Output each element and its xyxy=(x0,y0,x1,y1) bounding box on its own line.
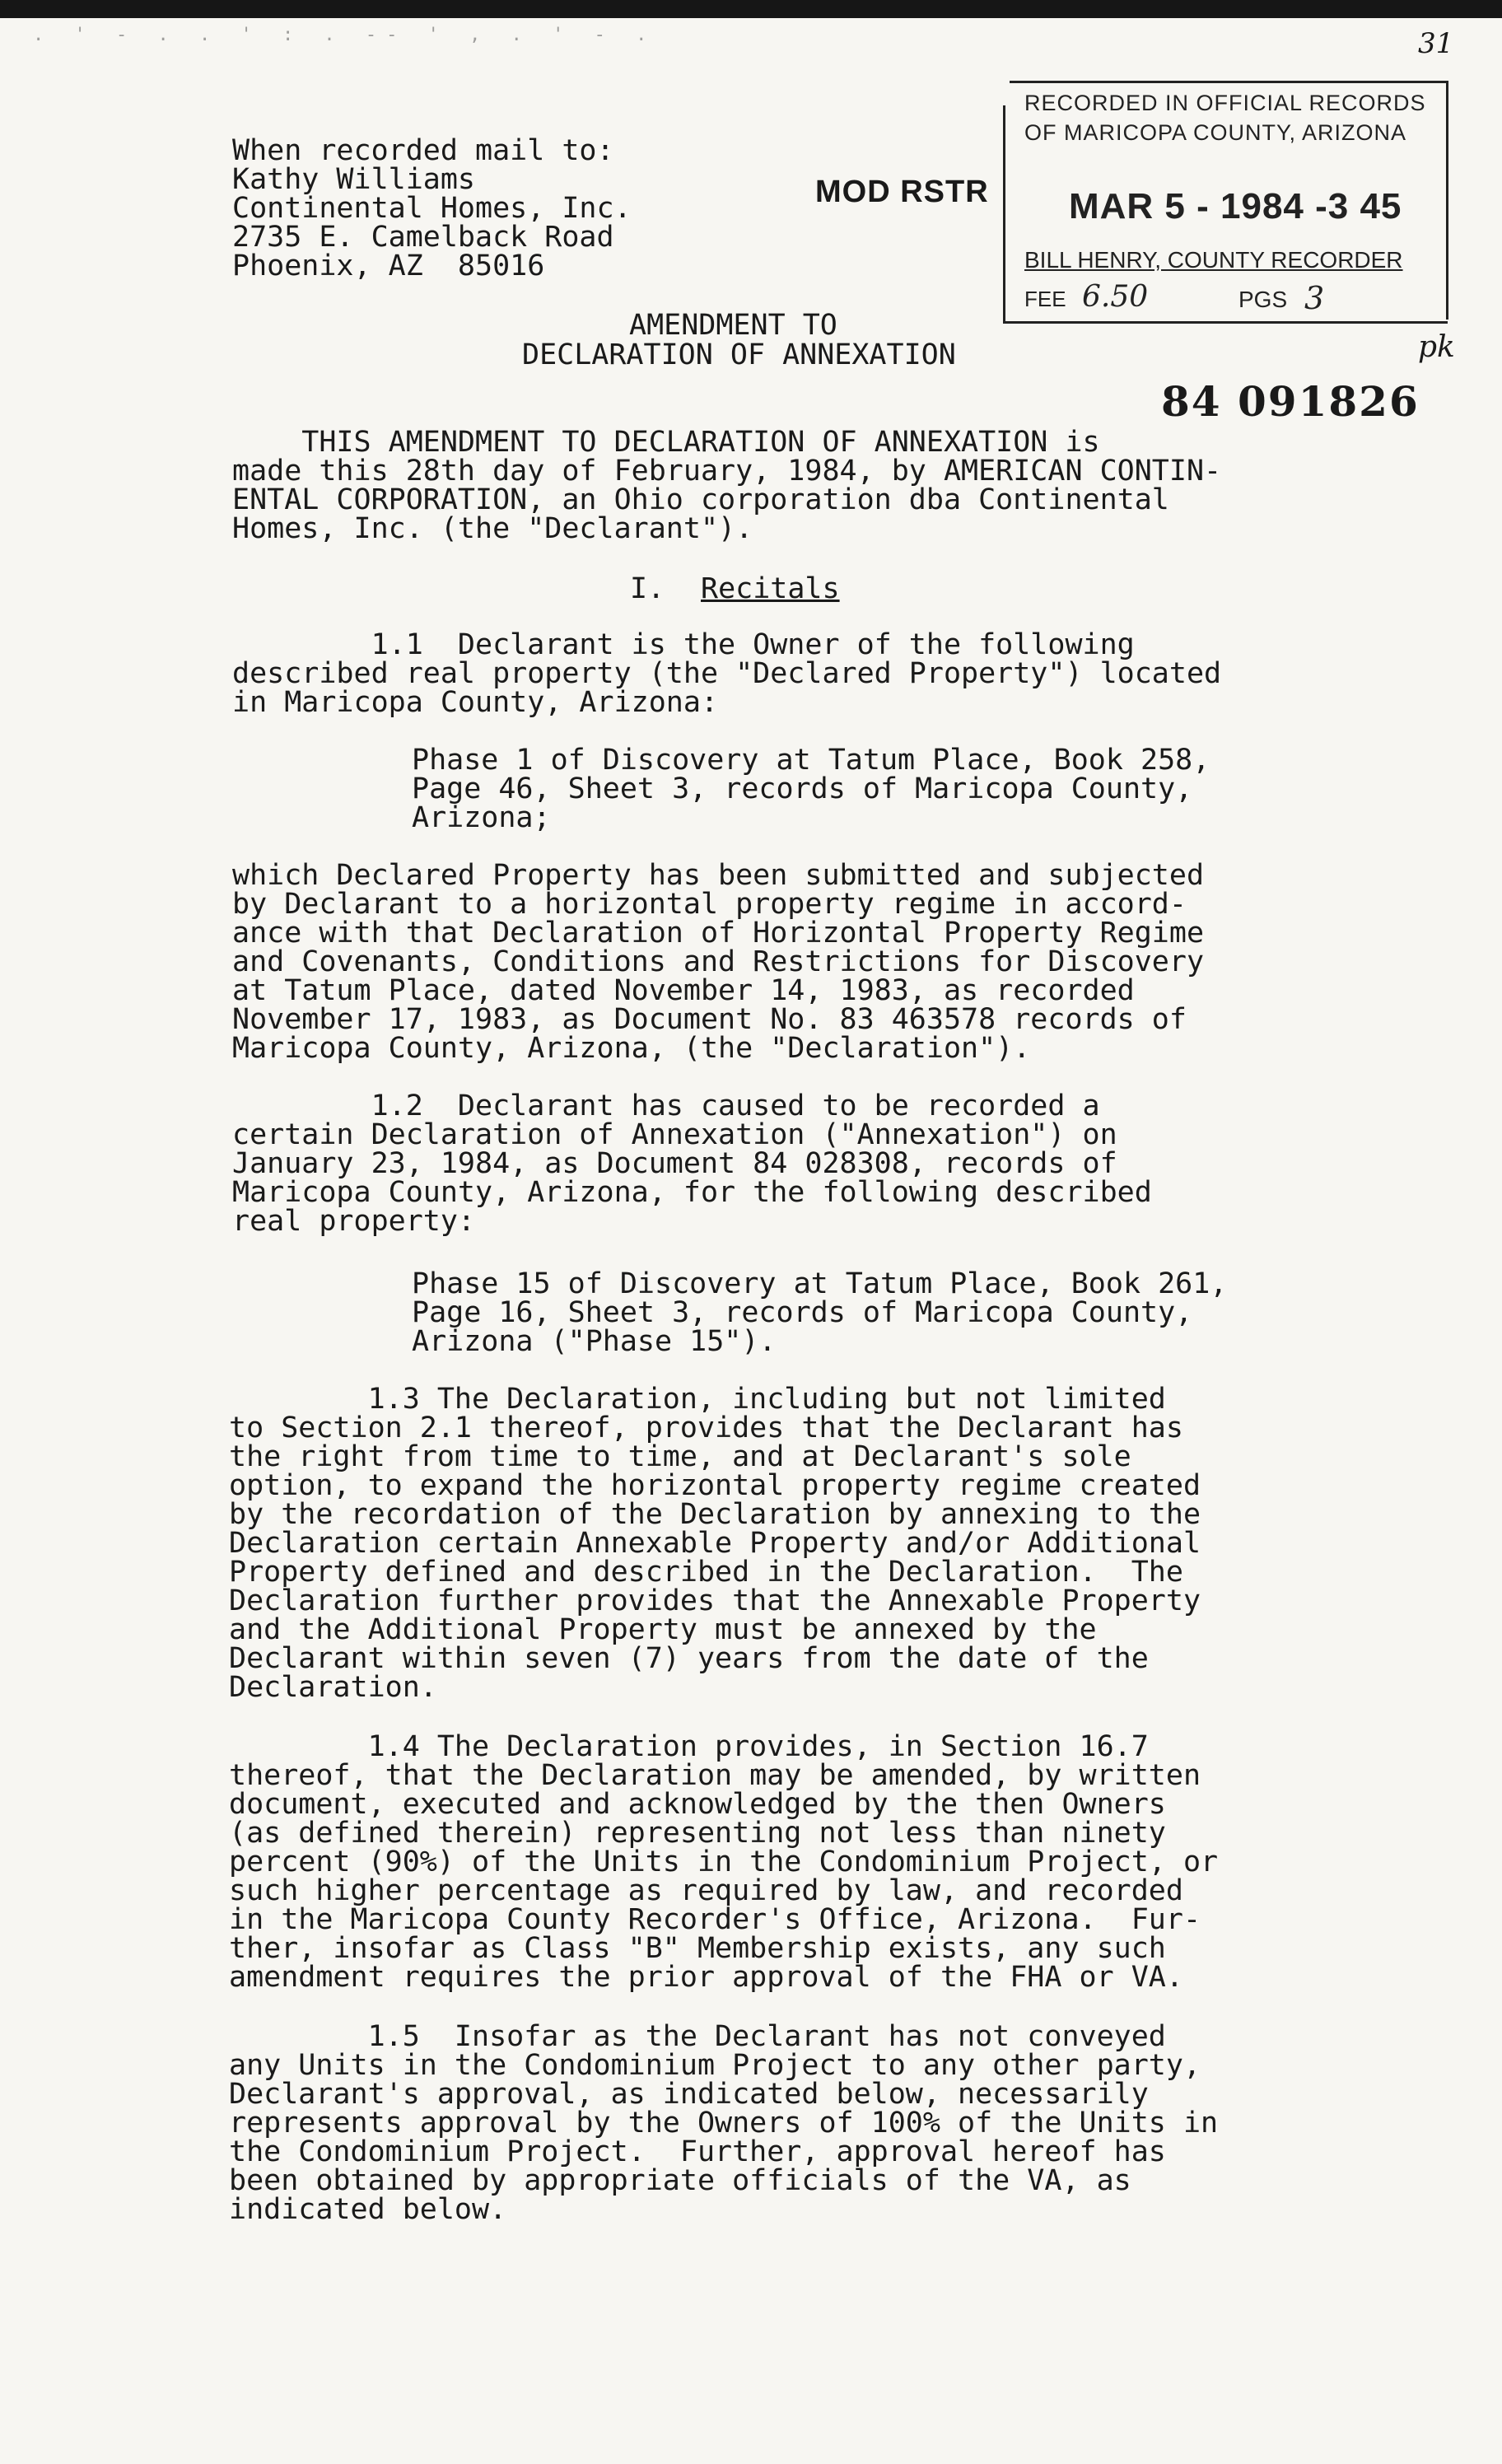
text-line: described real property (the "Declared Property") located xyxy=(232,657,1222,690)
text-line: Maricopa County, Arizona, (the "Declaration"). xyxy=(232,1032,1031,1065)
text-line: November 17, 1983, as Document No. 83 463578 records of xyxy=(232,1003,1187,1036)
scan-noise: . ' - . . ' : . -- ' , . ' - . xyxy=(33,25,657,45)
stamp-border xyxy=(1003,105,1005,321)
text-line: indicated below. xyxy=(229,2193,507,2226)
text-line: which Declared Property has been submitted and subjected xyxy=(232,859,1205,892)
text-line: made this 28th day of February, 1984, by AMERICAN CONTIN- xyxy=(232,455,1222,488)
text-line: Declarant within seven (7) years from the date of the xyxy=(229,1642,1149,1675)
mail-to-line: When recorded mail to: xyxy=(232,134,614,167)
text-line: THIS AMENDMENT TO DECLARATION OF ANNEXATION is xyxy=(232,426,1100,459)
text-line: and Covenants, Conditions and Restrictions for Discovery xyxy=(232,945,1205,978)
text-line: in the Maricopa County Recorder's Office, Arizona. Fur- xyxy=(229,1903,1201,1936)
recorder-stamp xyxy=(1003,81,1448,320)
stamp-border xyxy=(1446,81,1448,320)
text-line: to Section 2.1 thereof, provides that the Declarant has xyxy=(229,1412,1183,1444)
text-line: (as defined therein) representing not less than ninety xyxy=(229,1817,1166,1850)
text-line: real property: xyxy=(232,1205,476,1238)
text-line: Property defined and described in the Declaration. The xyxy=(229,1556,1183,1589)
text-line: Phase 15 of Discovery at Tatum Place, Book 261, xyxy=(412,1267,1228,1300)
text-line: ENTAL CORPORATION, an Ohio corporation dba Continental xyxy=(232,483,1169,516)
text-line: 1.4 The Declaration provides, in Section 16.7 xyxy=(229,1730,1149,1763)
text-line: and the Additional Property must be annexed by the xyxy=(229,1613,1097,1646)
text-line: at Tatum Place, dated November 14, 1983, as recorded xyxy=(232,974,1135,1007)
text-line: ther, insofar as Class "B" Membership exists, any such xyxy=(229,1932,1166,1965)
text-line: January 23, 1984, as Document 84 028308, records of xyxy=(232,1147,1117,1180)
text-line: Declarant's approval, as indicated below, necessarily xyxy=(229,2078,1149,2111)
mod-rstr-stamp: MOD RSTR xyxy=(815,175,989,209)
mail-to-line: 2735 E. Camelback Road xyxy=(232,221,614,254)
text-line: Declaration certain Annexable Property and/or Additional xyxy=(229,1527,1201,1560)
stamp-date: MAR 5 - 1984 -3 45 xyxy=(1069,186,1402,226)
stamp-recorder: BILL HENRY, COUNTY RECORDER xyxy=(1024,247,1403,273)
text-line: the Condominium Project. Further, approval hereof has xyxy=(229,2135,1166,2168)
document-title: AMENDMENT TO xyxy=(629,309,837,342)
text-line: Homes, Inc. (the "Declarant"). xyxy=(232,512,753,545)
document-title: DECLARATION OF ANNEXATION xyxy=(522,338,956,371)
stamp-fee-value: 6.50 xyxy=(1082,280,1149,314)
stamp-fee-label: FEE xyxy=(1024,287,1066,311)
stamp-line: RECORDED IN OFFICIAL RECORDS xyxy=(1024,91,1426,115)
document-number: 84 091826 xyxy=(1161,377,1420,426)
text-line: 1.3 The Declaration, including but not limited xyxy=(229,1383,1166,1416)
text-line: the right from time to time, and at Declarant's sole xyxy=(229,1440,1131,1473)
mail-to-line: Continental Homes, Inc. xyxy=(232,192,632,225)
text-line: Arizona; xyxy=(412,801,551,834)
text-line: Maricopa County, Arizona, for the following described xyxy=(232,1176,1152,1209)
text-line: certain Declaration of Annexation ("Annexation") on xyxy=(232,1118,1117,1151)
mail-to-line: Kathy Williams xyxy=(232,163,476,196)
text-line: such higher percentage as required by law, and recorded xyxy=(229,1874,1183,1907)
text-line: been obtained by appropriate officials of the VA, as xyxy=(229,2164,1131,2197)
stamp-border xyxy=(1010,81,1448,83)
scan-top-border xyxy=(0,0,1502,18)
text-line: ance with that Declaration of Horizontal Property Regime xyxy=(232,917,1205,950)
text-line: percent (90%) of the Units in the Condominium Project, or xyxy=(229,1846,1219,1878)
text-line: amendment requires the prior approval of the FHA or VA. xyxy=(229,1961,1183,1994)
text-line: any Units in the Condominium Project to any other party, xyxy=(229,2049,1201,2082)
stamp-pgs-label: PGS xyxy=(1238,287,1288,312)
corner-page-mark: 31 xyxy=(1418,27,1454,60)
text-line: Page 46, Sheet 3, records of Maricopa County, xyxy=(412,772,1193,805)
text-line: Page 16, Sheet 3, records of Maricopa County, xyxy=(412,1296,1193,1329)
mail-to-line: Phoenix, AZ 85016 xyxy=(232,250,545,282)
text-line: Arizona ("Phase 15"). xyxy=(412,1325,777,1358)
stamp-line: OF MARICOPA COUNTY, ARIZONA xyxy=(1024,120,1407,145)
text-line: Declaration further provides that the Annexable Property xyxy=(229,1584,1201,1617)
section-number: I. xyxy=(630,572,665,605)
text-line: thereof, that the Declaration may be amended, by written xyxy=(229,1759,1201,1792)
text-line: Phase 1 of Discovery at Tatum Place, Book 258, xyxy=(412,744,1210,777)
text-line: 1.5 Insofar as the Declarant has not conveyed xyxy=(229,2020,1166,2053)
handwritten-initials: pk xyxy=(1418,330,1455,364)
text-line: 1.2 Declarant has caused to be recorded a xyxy=(232,1090,1100,1122)
stamp-pgs-value: 3 xyxy=(1304,280,1325,316)
text-line: represents approval by the Owners of 100% of the Units in xyxy=(229,2107,1219,2140)
stamp-border xyxy=(1003,321,1448,324)
text-line: by the recordation of the Declaration by annexing to the xyxy=(229,1498,1201,1531)
text-line: option, to expand the horizontal property regime created xyxy=(229,1469,1201,1502)
text-line: in Maricopa County, Arizona: xyxy=(232,686,719,719)
text-line: document, executed and acknowledged by the then Owners xyxy=(229,1788,1166,1821)
section-label: Recitals xyxy=(701,572,840,605)
text-line: 1.1 Declarant is the Owner of the following xyxy=(232,628,1135,661)
text-line: Declaration. xyxy=(229,1671,437,1704)
text-line: by Declarant to a horizontal property regime in accord- xyxy=(232,888,1187,921)
